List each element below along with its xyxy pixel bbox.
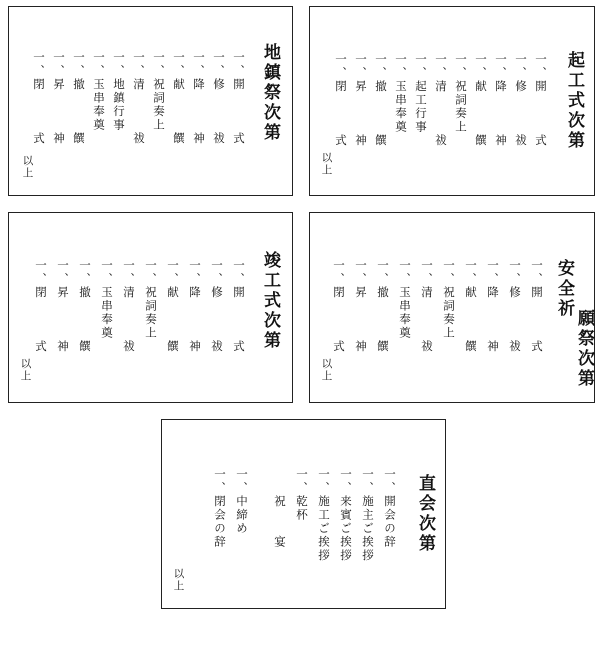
list-item: 一、閉 式: [334, 53, 348, 148]
closing-mark: 以 上: [321, 358, 333, 383]
list-item: 一、清 祓: [122, 259, 136, 354]
list-item: 一、修 祓: [508, 259, 522, 354]
list-item: 一、昇 神: [354, 53, 368, 148]
list-item: 一、修 祓: [514, 53, 528, 148]
closing-mark: 以 上: [173, 568, 185, 593]
list-item: 一、降 神: [486, 259, 500, 354]
card-title-line-1: 安全祈: [554, 259, 574, 319]
card-shunkoshiki: [8, 212, 293, 403]
list-item: 一、清 祓: [420, 259, 434, 354]
card-title: 竣工式次第: [260, 251, 280, 351]
list-item: 一、玉串奉奠: [398, 259, 412, 340]
closing-mark: 以 上: [22, 155, 34, 180]
closing-mark: 以 上: [321, 152, 333, 177]
list-item: 一、開 式: [232, 259, 246, 354]
list-item: 一、来賓ご挨拶: [339, 468, 353, 563]
card-kikoshiki: [309, 6, 595, 196]
list-item: 一、施工ご挨拶: [317, 468, 331, 563]
list-item: 一、降 神: [188, 259, 202, 354]
list-item: 一、祝詞奏上: [454, 53, 468, 134]
list-item: 一、献 饌: [464, 259, 478, 354]
closing-mark: 以 上: [20, 358, 32, 383]
list-item: 一、撤 饌: [374, 53, 388, 148]
list-item: 一、昇 神: [56, 259, 70, 354]
card-title: 直会次第: [415, 474, 435, 554]
list-item: 一、撤 饌: [78, 259, 92, 354]
list-item: 一、起工行事: [414, 53, 428, 134]
list-item: 一、閉 式: [34, 259, 48, 354]
list-item: 一、閉 式: [332, 259, 346, 354]
list-item: 一、祝詞奏上: [144, 259, 158, 340]
list-item: 一、修 祓: [210, 259, 224, 354]
list-item: 一、閉 式: [32, 51, 46, 146]
list-item: 一、地鎮行事: [112, 51, 126, 132]
list-item: 一、乾杯: [295, 468, 309, 522]
list-item: 一、開 式: [232, 51, 246, 146]
list-item: 一、修 祓: [212, 51, 226, 146]
card-naorai: [161, 419, 446, 609]
list-item: 一、撤 饌: [376, 259, 390, 354]
card-title: 地鎮祭次第: [260, 43, 280, 143]
list-item: 一、開 式: [530, 259, 544, 354]
list-item: 一、施主ご挨拶: [361, 468, 375, 563]
list-item: 一、玉串奉奠: [100, 259, 114, 340]
list-item: 一、清 祓: [132, 51, 146, 146]
list-item: 一、開会の辞: [383, 468, 397, 549]
card-jichinsai: [8, 6, 293, 196]
list-item: 一、開 式: [534, 53, 548, 148]
list-item: 祝 宴: [273, 468, 287, 549]
list-item: 一、玉串奉奠: [92, 51, 106, 132]
list-item: 一、祝詞奏上: [152, 51, 166, 132]
list-item: 一、祝詞奏上: [442, 259, 456, 340]
card-title-line-2: 願祭次第: [574, 309, 594, 389]
list-item: 一、撤 饌: [72, 51, 86, 146]
list-item: 一、献 饌: [474, 53, 488, 148]
card-anzen-kiganzai: [309, 212, 595, 403]
list-item: 一、献 饌: [166, 259, 180, 354]
list-item: 一、降 神: [494, 53, 508, 148]
card-title: 起工式次第: [564, 51, 584, 151]
list-item: 一、献 饌: [172, 51, 186, 146]
list-item: 一、清 祓: [434, 53, 448, 148]
list-item: 一、昇 神: [354, 259, 368, 354]
list-item: 一、昇 神: [52, 51, 66, 146]
list-item: 一、閉会の辞: [213, 468, 227, 549]
list-item: 一、玉串奉奠: [394, 53, 408, 134]
list-item: 一、中締め: [235, 468, 249, 536]
list-item: 一、降 神: [192, 51, 206, 146]
